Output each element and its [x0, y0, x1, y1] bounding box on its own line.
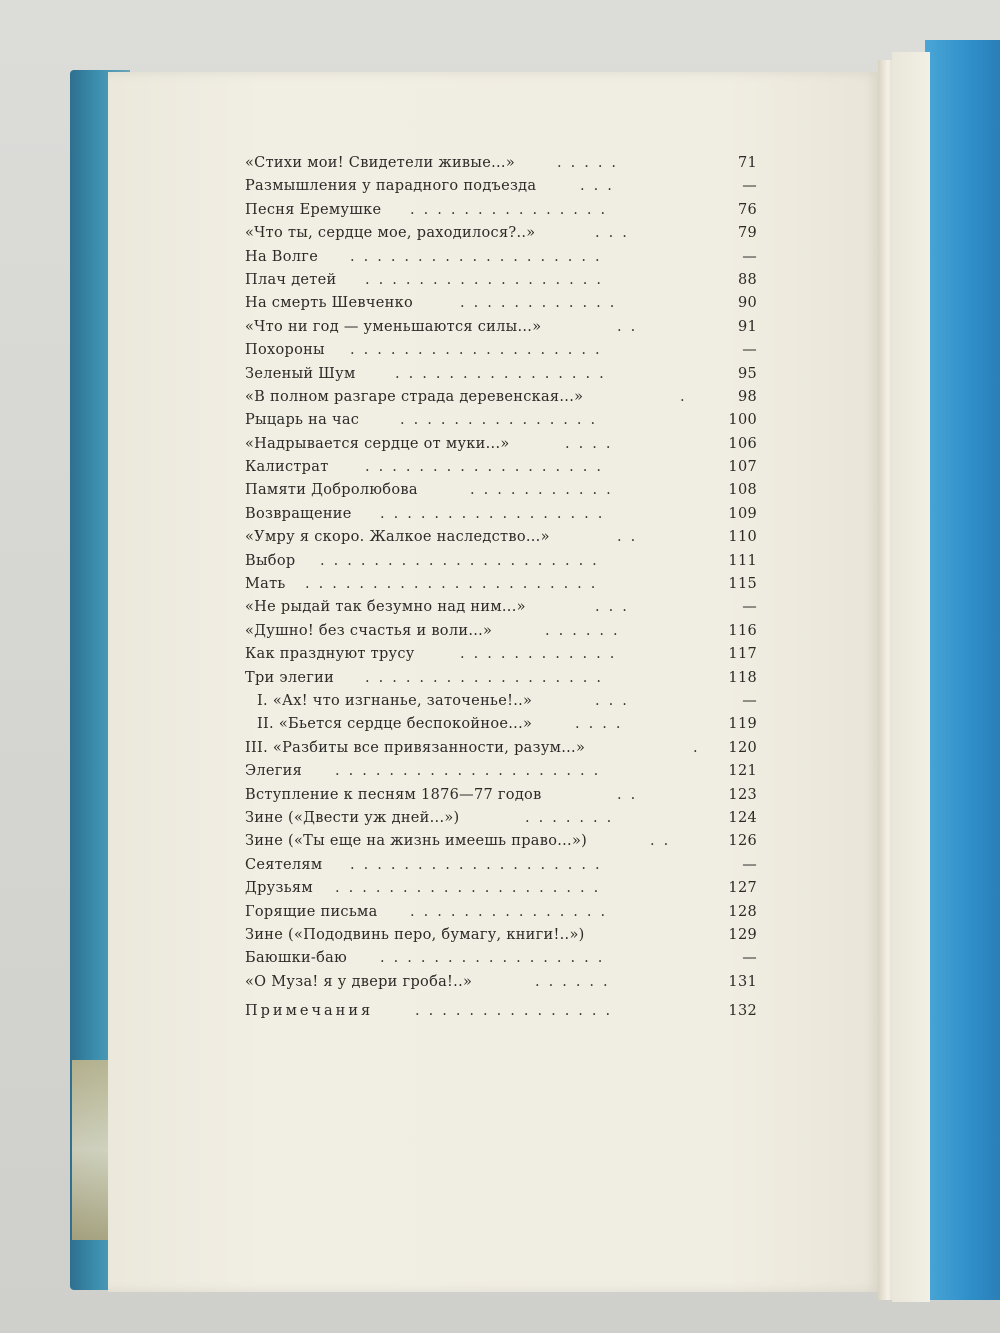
toc-title: На смерть Шевченко [245, 295, 414, 312]
toc-entry [245, 784, 757, 807]
leader-dots: ... [595, 599, 636, 616]
toc-page: 91 [737, 318, 757, 335]
leader-dots: ...... [545, 622, 627, 639]
toc-page: — [742, 342, 757, 359]
leader-dots: ...... [535, 973, 617, 990]
toc-page: 117 [728, 646, 757, 663]
toc-page: 108 [728, 482, 757, 499]
toc-entry [245, 737, 757, 760]
toc-title: «Не рыдай так безумно над ним...» [245, 599, 526, 616]
toc-entry [245, 947, 757, 970]
toc-entry [245, 924, 757, 947]
toc-title: Размышления у парадного подъезда [245, 178, 537, 195]
toc-page: 107 [728, 459, 757, 476]
table-of-contents [245, 152, 757, 1023]
toc-title: Элегия [245, 763, 303, 780]
toc-entry [245, 643, 757, 666]
toc-title: «Душно! без счастья и воли...» [245, 622, 493, 639]
toc-entry [245, 479, 757, 502]
toc-title: Похороны [245, 342, 325, 359]
toc-page: 100 [728, 412, 757, 429]
toc-title: Зине («Двести уж дней...») [245, 809, 460, 826]
toc-page: 128 [728, 903, 757, 920]
toc-title: «Стихи мои! Свидетели живые...» [245, 155, 516, 171]
toc-entry [245, 620, 757, 643]
toc-title: Возвращение [245, 505, 352, 522]
leader-dots: .. [650, 833, 678, 850]
toc-title: Зине («Пододвинь перо, бумагу, книги!..») [245, 926, 585, 943]
leader-dots: ................. [380, 505, 612, 522]
toc-page: 90 [737, 295, 757, 312]
leader-dots: .................... [335, 763, 608, 780]
toc-title: «Умру я скоро. Жалкое наследство...» [245, 529, 550, 546]
leader-dots: ....... [525, 809, 621, 826]
toc-entry [245, 269, 757, 292]
toc-entry [245, 830, 757, 853]
toc-page: 98 [737, 388, 757, 405]
toc-page: — [742, 178, 757, 195]
book-cover-right [925, 40, 1000, 1300]
toc-entry [245, 386, 757, 409]
toc-page: 116 [728, 622, 757, 639]
leader-dots: ............... [410, 201, 615, 218]
toc-entry [245, 175, 757, 198]
leader-dots: . [693, 739, 707, 756]
toc-entry [245, 222, 757, 245]
leader-dots: ................... [350, 248, 609, 265]
toc-page: 124 [728, 809, 757, 826]
toc-entry [245, 807, 757, 830]
toc-title: Примечания [245, 1003, 374, 1020]
toc-entry [245, 339, 757, 362]
toc-entry [245, 1000, 757, 1023]
leader-dots: ................... [350, 342, 609, 359]
toc-title: II. «Бьется сердце беспокойное...» [257, 716, 533, 733]
toc-entry [245, 760, 757, 783]
leader-dots: ............ [460, 646, 624, 663]
toc-entry [245, 877, 757, 900]
toc-page: 129 [728, 926, 757, 943]
toc-page: 119 [728, 716, 757, 733]
toc-page: 109 [728, 505, 757, 522]
toc-title: «В полном разгаре страда деревенская...» [245, 388, 584, 405]
leader-dots: .................... [335, 880, 608, 897]
toc-page: 126 [728, 833, 757, 850]
toc-title: III. «Разбиты все привязанности, разум...» [245, 739, 586, 756]
toc-page: 79 [737, 225, 757, 242]
toc-title: Плач детей [245, 271, 337, 288]
toc-entry [245, 152, 757, 175]
toc-title: Мать [245, 576, 286, 593]
leader-dots: ............... [410, 903, 615, 920]
toc-page: — [742, 248, 757, 265]
leader-dots: ..................... [320, 552, 606, 569]
toc-title: «Надрывается сердце от муки...» [245, 435, 510, 452]
toc-title: Песня Еремушке [245, 201, 382, 218]
toc-entry [245, 433, 757, 456]
toc-title: Рыцарь на час [245, 412, 360, 429]
toc-entry [245, 596, 757, 619]
leader-dots: ........... [470, 482, 620, 499]
toc-entry [245, 199, 757, 222]
leader-dots: ... [595, 225, 636, 242]
toc-entry [245, 713, 757, 736]
toc-page: 110 [728, 529, 757, 546]
toc-entry [245, 363, 757, 386]
toc-entry [245, 690, 757, 713]
toc-title: Три элегии [245, 669, 335, 686]
cover-illustration-strip [72, 1060, 112, 1240]
toc-entry [245, 667, 757, 690]
toc-page: 123 [728, 786, 757, 803]
leader-dots: .... [575, 716, 630, 733]
toc-page: — [742, 599, 757, 616]
toc-page: 127 [728, 880, 757, 897]
toc-page: 95 [737, 365, 757, 382]
toc-entry [245, 550, 757, 573]
toc-entry [245, 316, 757, 339]
toc-title: Вступление к песням 1876—77 годов [245, 786, 542, 803]
toc-title: На Волге [245, 248, 319, 265]
toc-entry [245, 456, 757, 479]
toc-title: Как празднуют трусу [245, 646, 415, 663]
toc-entry [245, 409, 757, 432]
leader-dots: ................ [395, 365, 613, 382]
toc-page: 121 [728, 763, 757, 780]
toc-page: 120 [728, 739, 757, 756]
leader-dots: ............ [460, 295, 624, 312]
toc-entry [245, 526, 757, 549]
toc-page: 115 [728, 576, 757, 593]
toc-title: Друзьям [245, 880, 313, 897]
toc-title: «О Муза! я у двери гроба!..» [245, 973, 473, 990]
toc-entry [245, 246, 757, 269]
toc-entry [245, 573, 757, 596]
toc-title: «Что ни год — уменьшаются силы...» [245, 318, 542, 335]
facing-page-edge [892, 52, 930, 1302]
toc-page: — [742, 950, 757, 967]
toc-page: 118 [728, 669, 757, 686]
leader-dots: ... [580, 178, 621, 195]
toc-entry [245, 901, 757, 924]
toc-entry [245, 854, 757, 877]
leader-dots: ... [595, 692, 636, 709]
toc-page: 76 [737, 201, 757, 218]
leader-dots: .................. [365, 271, 610, 288]
leader-dots: ............... [415, 1003, 620, 1020]
leader-dots: .................. [365, 459, 610, 476]
leader-dots: .. [617, 318, 645, 335]
leader-dots: .................. [365, 669, 610, 686]
toc-page: 132 [728, 1003, 757, 1020]
leader-dots: .. [617, 529, 645, 546]
toc-title: Баюшки-баю [245, 950, 348, 967]
toc-entry [245, 971, 757, 994]
toc-page: — [742, 692, 757, 709]
leader-dots: ................. [380, 950, 612, 967]
toc-title: Зеленый Шум [245, 365, 356, 382]
toc-page: 88 [737, 271, 757, 288]
leader-dots: .... [565, 435, 620, 452]
toc-title: Горящие письма [245, 903, 378, 920]
toc-page: 71 [737, 155, 757, 171]
toc-title: Памяти Добролюбова [245, 482, 418, 499]
leader-dots: ...................... [305, 576, 605, 593]
toc-entry [245, 292, 757, 315]
toc-title: I. «Ах! что изгнанье, заточенье!..» [257, 692, 533, 709]
leader-dots: .. [617, 786, 645, 803]
toc-entry [245, 503, 757, 526]
toc-title: «Что ты, сердце мое, раходилося?..» [245, 225, 536, 242]
toc-title: Калистрат [245, 459, 329, 476]
toc-page: 131 [728, 973, 757, 990]
toc-title: Зине («Ты еще на жизнь имеешь право...») [245, 833, 588, 850]
toc-title: Сеятелям [245, 856, 323, 873]
toc-page: — [742, 856, 757, 873]
toc-page: 106 [728, 435, 757, 452]
toc-page: 111 [728, 552, 757, 569]
toc-title: Выбор [245, 552, 296, 569]
leader-dots: . [680, 388, 694, 405]
leader-dots: ............... [400, 412, 605, 429]
leader-dots: ................... [350, 856, 609, 873]
leader-dots: ..... [557, 155, 626, 171]
